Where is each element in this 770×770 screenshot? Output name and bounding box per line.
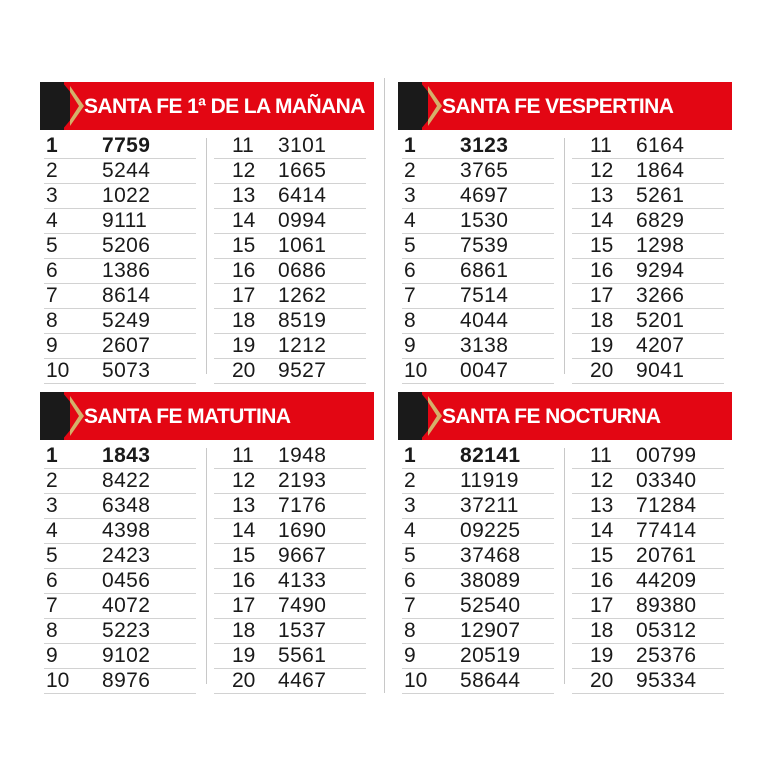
result-position: 2 [404, 159, 416, 182]
result-number: 37211 [460, 494, 519, 517]
result-number: 8976 [102, 669, 151, 692]
result-position: 9 [404, 644, 416, 667]
panel-santa-fe-matutina [40, 392, 374, 692]
panel-header [398, 392, 732, 440]
result-row [214, 669, 366, 694]
result-position: 6 [46, 259, 58, 282]
result-number: 20519 [460, 644, 521, 667]
header-black-block [40, 82, 64, 130]
results-column-left [44, 444, 196, 694]
result-number: 82141 [460, 444, 521, 467]
result-number: 9041 [636, 359, 685, 382]
header-black-block [398, 392, 422, 440]
panel-santa-fe-primera-manana [40, 82, 374, 382]
result-position: 1 [46, 134, 58, 157]
result-number: 3123 [460, 134, 509, 157]
result-number: 2607 [102, 334, 151, 357]
result-row [44, 359, 196, 384]
result-position: 7 [404, 594, 416, 617]
result-number: 4207 [636, 334, 685, 357]
panel-title: SANTA FE VESPERTINA [442, 95, 674, 118]
result-number: 8519 [278, 309, 327, 332]
result-position: 1 [46, 444, 58, 467]
result-position: 4 [404, 209, 416, 232]
result-number: 77414 [636, 519, 697, 542]
result-row [572, 184, 724, 209]
result-position: 17 [232, 284, 256, 307]
result-row [402, 519, 554, 544]
result-row [214, 544, 366, 569]
result-number: 3138 [460, 334, 509, 357]
column-separator [564, 448, 565, 684]
result-position: 15 [232, 234, 256, 257]
result-number: 9111 [102, 209, 148, 232]
result-position: 8 [404, 309, 416, 332]
result-position: 13 [232, 494, 256, 517]
result-row [402, 644, 554, 669]
result-number: 52540 [460, 594, 521, 617]
result-row [572, 309, 724, 334]
result-row [402, 259, 554, 284]
result-number: 1298 [636, 234, 685, 257]
result-number: 3101 [278, 134, 327, 157]
result-position: 6 [46, 569, 58, 592]
result-number: 03340 [636, 469, 697, 492]
result-number: 5249 [102, 309, 151, 332]
result-position: 5 [46, 234, 58, 257]
result-row [214, 159, 366, 184]
result-row [572, 334, 724, 359]
result-row [44, 444, 196, 469]
result-position: 12 [232, 159, 256, 182]
result-number: 58644 [460, 669, 521, 692]
result-row [572, 469, 724, 494]
result-number: 1530 [460, 209, 509, 232]
result-position: 4 [46, 519, 58, 542]
result-number: 0994 [278, 209, 327, 232]
result-row [214, 259, 366, 284]
result-row [572, 569, 724, 594]
result-number: 5206 [102, 234, 151, 257]
result-row [44, 469, 196, 494]
result-number: 5201 [636, 309, 685, 332]
results-column-left [44, 134, 196, 384]
result-position: 19 [590, 334, 614, 357]
result-number: 8422 [102, 469, 151, 492]
result-position: 1 [404, 444, 416, 467]
result-row [402, 184, 554, 209]
result-number: 11919 [460, 469, 519, 492]
result-row [402, 444, 554, 469]
result-row [44, 309, 196, 334]
result-number: 1864 [636, 159, 685, 182]
result-number: 38089 [460, 569, 521, 592]
result-row [44, 644, 196, 669]
result-row [572, 669, 724, 694]
result-position: 14 [590, 209, 614, 232]
result-row [44, 134, 196, 159]
result-position: 17 [232, 594, 256, 617]
panel-title: SANTA FE NOCTURNA [442, 405, 661, 428]
result-row [44, 159, 196, 184]
result-number: 00799 [636, 444, 697, 467]
result-row [572, 234, 724, 259]
result-number: 3266 [636, 284, 685, 307]
result-position: 7 [46, 284, 58, 307]
result-number: 71284 [636, 494, 697, 517]
result-row [44, 619, 196, 644]
result-number: 6348 [102, 494, 151, 517]
result-row [402, 284, 554, 309]
result-row [214, 359, 366, 384]
result-row [402, 209, 554, 234]
result-number: 1262 [278, 284, 327, 307]
result-number: 12907 [460, 619, 521, 642]
result-row [214, 519, 366, 544]
result-number: 2423 [102, 544, 151, 567]
result-position: 11 [232, 444, 254, 467]
result-row [402, 669, 554, 694]
result-position: 4 [46, 209, 58, 232]
result-row [214, 619, 366, 644]
center-divider [384, 78, 385, 693]
result-row [44, 594, 196, 619]
result-number: 0047 [460, 359, 509, 382]
column-separator [206, 448, 207, 684]
result-number: 1022 [102, 184, 151, 207]
result-number: 89380 [636, 594, 697, 617]
result-position: 16 [590, 569, 614, 592]
result-number: 25376 [636, 644, 697, 667]
result-row [572, 644, 724, 669]
result-position: 17 [590, 284, 614, 307]
result-number: 3765 [460, 159, 509, 182]
result-number: 1212 [278, 334, 327, 357]
column-separator [206, 138, 207, 374]
panel-header [40, 392, 374, 440]
result-number: 4133 [278, 569, 327, 592]
result-row [402, 159, 554, 184]
result-position: 11 [590, 444, 612, 467]
result-position: 19 [232, 334, 256, 357]
result-position: 15 [590, 234, 614, 257]
panel-header [40, 82, 374, 130]
result-row [572, 359, 724, 384]
result-number: 1948 [278, 444, 327, 467]
result-position: 3 [46, 494, 58, 517]
result-position: 18 [232, 309, 256, 332]
result-row [402, 334, 554, 359]
result-number: 5073 [102, 359, 151, 382]
result-number: 2193 [278, 469, 327, 492]
result-position: 5 [404, 234, 416, 257]
result-position: 8 [404, 619, 416, 642]
results-column-right [572, 444, 724, 694]
results-column-right [214, 134, 366, 384]
result-position: 18 [590, 619, 614, 642]
result-number: 1665 [278, 159, 327, 182]
result-position: 16 [590, 259, 614, 282]
result-number: 95334 [636, 669, 697, 692]
result-position: 3 [46, 184, 58, 207]
result-number: 7539 [460, 234, 509, 257]
result-row [572, 134, 724, 159]
result-number: 5561 [278, 644, 327, 667]
result-number: 9527 [278, 359, 327, 382]
result-position: 3 [404, 184, 416, 207]
result-row [214, 309, 366, 334]
result-position: 12 [232, 469, 256, 492]
result-position: 16 [232, 569, 256, 592]
results-column-left [402, 444, 554, 694]
result-row [214, 284, 366, 309]
result-row [402, 234, 554, 259]
result-row [214, 234, 366, 259]
result-position: 20 [232, 359, 256, 382]
result-row [402, 594, 554, 619]
result-number: 4072 [102, 594, 151, 617]
result-position: 14 [232, 519, 256, 542]
result-position: 14 [232, 209, 256, 232]
result-number: 9102 [102, 644, 151, 667]
result-position: 1 [404, 134, 416, 157]
result-number: 9294 [636, 259, 685, 282]
result-position: 8 [46, 309, 58, 332]
result-row [214, 134, 366, 159]
result-row [214, 569, 366, 594]
result-number: 44209 [636, 569, 697, 592]
result-number: 7514 [460, 284, 509, 307]
result-position: 16 [232, 259, 256, 282]
result-position: 20 [590, 359, 614, 382]
result-position: 17 [590, 594, 614, 617]
result-number: 1843 [102, 444, 151, 467]
result-number: 6164 [636, 134, 685, 157]
result-number: 1537 [278, 619, 327, 642]
result-row [402, 619, 554, 644]
result-position: 8 [46, 619, 58, 642]
result-number: 1690 [278, 519, 327, 542]
result-number: 6829 [636, 209, 685, 232]
result-row [214, 469, 366, 494]
result-position: 18 [232, 619, 256, 642]
result-row [44, 284, 196, 309]
results-column-left [402, 134, 554, 384]
result-number: 1386 [102, 259, 151, 282]
result-row [214, 494, 366, 519]
result-row [44, 544, 196, 569]
result-position: 3 [404, 494, 416, 517]
result-position: 5 [46, 544, 58, 567]
result-row [214, 334, 366, 359]
result-position: 15 [590, 544, 614, 567]
panel-santa-fe-vespertina [398, 82, 732, 382]
result-position: 20 [590, 669, 614, 692]
result-row [572, 494, 724, 519]
result-row [44, 209, 196, 234]
result-number: 4467 [278, 669, 327, 692]
result-row [44, 569, 196, 594]
result-position: 4 [404, 519, 416, 542]
result-number: 1061 [278, 234, 327, 257]
panel-header [398, 82, 732, 130]
result-position: 5 [404, 544, 416, 567]
result-position: 10 [404, 669, 428, 692]
result-position: 2 [404, 469, 416, 492]
result-row [402, 494, 554, 519]
result-position: 15 [232, 544, 256, 567]
result-row [572, 444, 724, 469]
result-number: 5223 [102, 619, 151, 642]
result-row [214, 594, 366, 619]
result-row [402, 569, 554, 594]
result-row [402, 309, 554, 334]
result-number: 6414 [278, 184, 327, 207]
result-row [214, 444, 366, 469]
result-row [44, 334, 196, 359]
header-black-block [40, 392, 64, 440]
result-row [44, 494, 196, 519]
result-row [44, 184, 196, 209]
result-number: 5261 [636, 184, 685, 207]
result-position: 10 [46, 359, 70, 382]
result-position: 13 [232, 184, 256, 207]
result-number: 0456 [102, 569, 151, 592]
result-number: 0686 [278, 259, 327, 282]
result-row [44, 519, 196, 544]
result-position: 6 [404, 259, 416, 282]
panel-title: SANTA FE 1ª DE LA MAÑANA [84, 95, 365, 118]
result-row [572, 209, 724, 234]
result-number: 5244 [102, 159, 151, 182]
result-number: 7759 [102, 134, 151, 157]
results-column-right [572, 134, 724, 384]
result-position: 7 [404, 284, 416, 307]
result-row [214, 644, 366, 669]
result-row [572, 159, 724, 184]
result-number: 09225 [460, 519, 521, 542]
result-position: 13 [590, 184, 614, 207]
result-position: 10 [404, 359, 428, 382]
result-number: 7490 [278, 594, 327, 617]
result-position: 12 [590, 469, 614, 492]
result-position: 11 [590, 134, 612, 157]
result-row [572, 544, 724, 569]
result-number: 8614 [102, 284, 151, 307]
result-position: 9 [46, 644, 58, 667]
header-black-block [398, 82, 422, 130]
result-number: 05312 [636, 619, 697, 642]
result-number: 6861 [460, 259, 509, 282]
result-position: 18 [590, 309, 614, 332]
result-number: 4398 [102, 519, 151, 542]
results-column-right [214, 444, 366, 694]
result-position: 20 [232, 669, 256, 692]
result-number: 20761 [636, 544, 697, 567]
result-row [44, 234, 196, 259]
result-position: 14 [590, 519, 614, 542]
result-position: 11 [232, 134, 254, 157]
column-separator [564, 138, 565, 374]
result-position: 2 [46, 469, 58, 492]
result-row [402, 134, 554, 159]
result-row [572, 259, 724, 284]
result-number: 37468 [460, 544, 521, 567]
result-row [572, 594, 724, 619]
result-position: 12 [590, 159, 614, 182]
result-row [402, 359, 554, 384]
result-row [402, 544, 554, 569]
result-number: 4697 [460, 184, 509, 207]
result-position: 13 [590, 494, 614, 517]
result-row [214, 184, 366, 209]
result-position: 19 [590, 644, 614, 667]
result-number: 4044 [460, 309, 509, 332]
result-row [214, 209, 366, 234]
result-row [572, 519, 724, 544]
result-row [44, 669, 196, 694]
result-position: 9 [46, 334, 58, 357]
panel-santa-fe-nocturna [398, 392, 732, 692]
result-number: 9667 [278, 544, 327, 567]
result-position: 9 [404, 334, 416, 357]
result-position: 19 [232, 644, 256, 667]
result-position: 6 [404, 569, 416, 592]
panel-title: SANTA FE MATUTINA [84, 405, 291, 428]
result-row [572, 619, 724, 644]
result-row [44, 259, 196, 284]
result-row [402, 469, 554, 494]
result-row [572, 284, 724, 309]
result-position: 7 [46, 594, 58, 617]
result-position: 10 [46, 669, 70, 692]
result-position: 2 [46, 159, 58, 182]
result-number: 7176 [278, 494, 327, 517]
